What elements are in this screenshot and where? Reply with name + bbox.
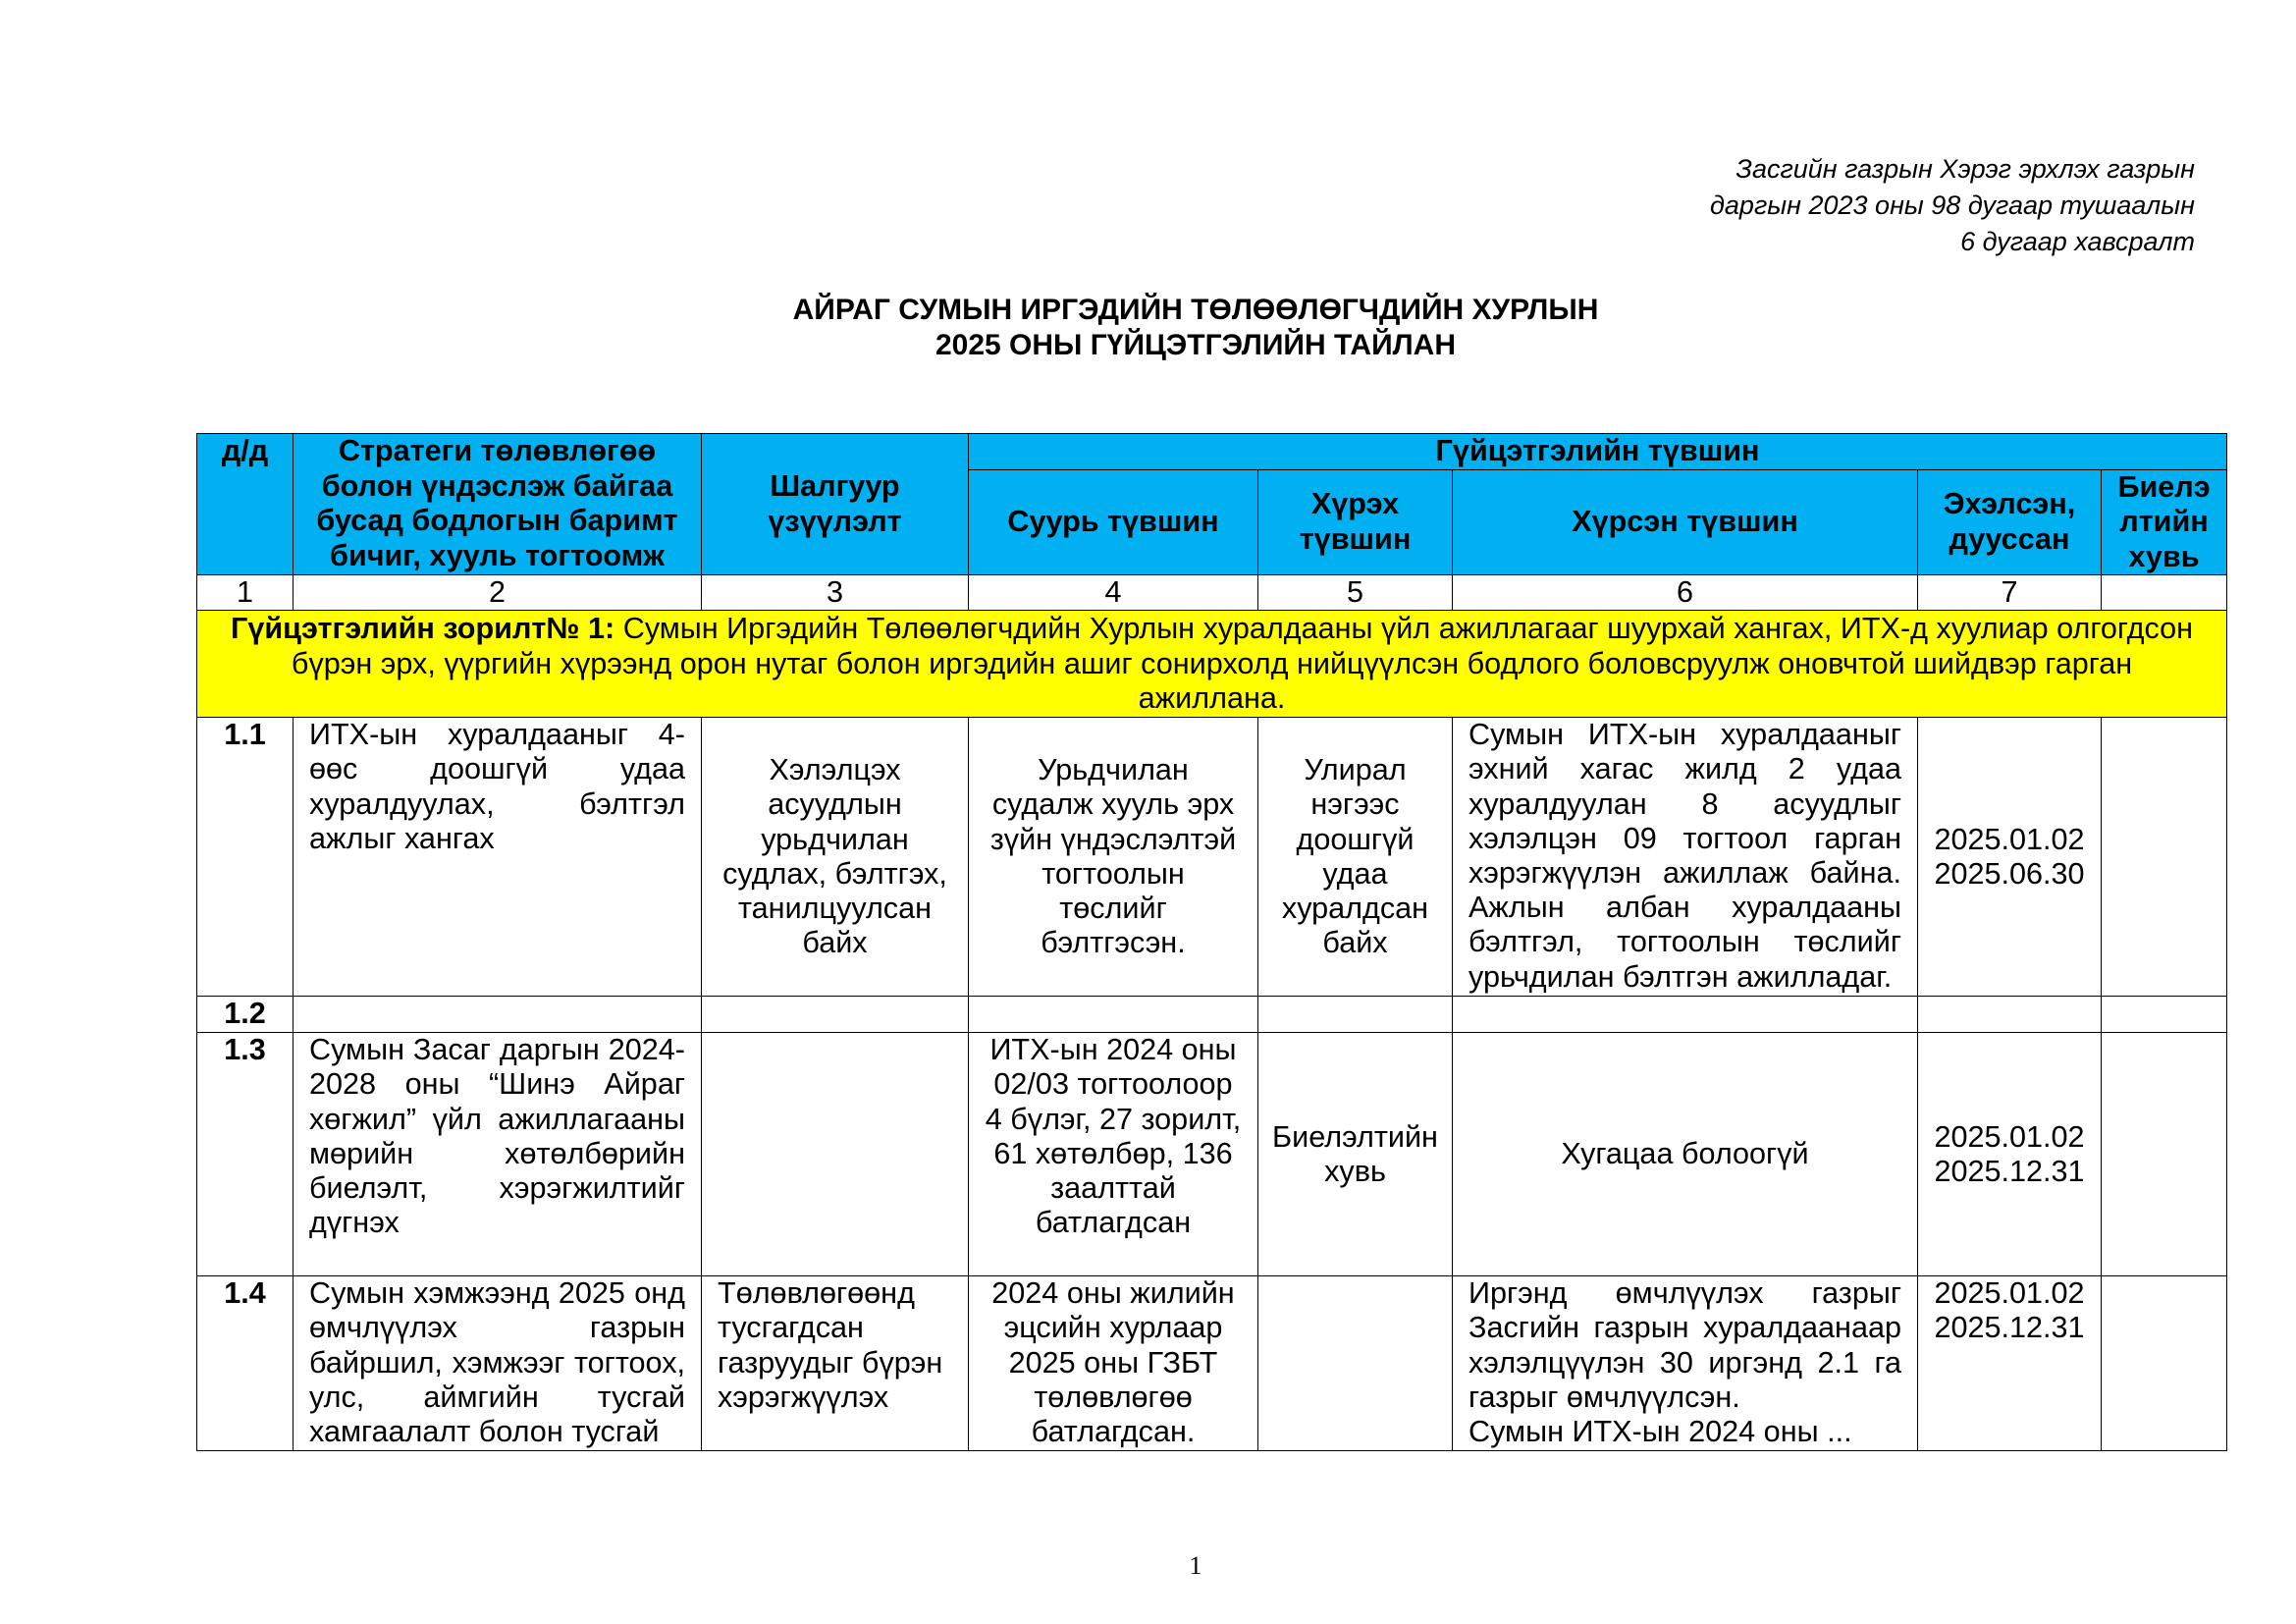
baseline-cell xyxy=(969,1276,1258,1451)
header-no: д/д xyxy=(197,434,294,575)
achieved-cell xyxy=(1453,997,1918,1033)
page-number: 1 xyxy=(1189,1551,1202,1580)
header-strategy: Стратеги төлөвлөгөө болон үндэслэж байгаа бусад бодлогын баримт бичиг, хууль тогтоомж xyxy=(294,434,702,575)
period-cell xyxy=(1918,718,2102,997)
baseline-text: 2024 оны жилийн эцсийн хурлаар 2025 оны ГЗБТ төлөвлөгөө батлагдсан. xyxy=(991,1276,1235,1449)
completion-cell xyxy=(2102,1033,2227,1276)
target-cell xyxy=(1258,997,1453,1033)
appendix-note-line: 6 дугаар хавсралт xyxy=(1960,227,2195,256)
criteria-cell xyxy=(702,997,969,1033)
period-start: 2025.01.02 xyxy=(1934,1119,2085,1154)
header-criteria: Шалгуур үзүүлэлт xyxy=(702,434,969,575)
target-cell: Биелэлтийн хувь xyxy=(1258,1033,1453,1276)
column-number: 3 xyxy=(702,575,969,611)
criteria-text: Төлөвлөгөөнд тусгагдсан газруудыг бүрэн хэрэгжүүлэх xyxy=(718,1276,943,1414)
row-number: 1.2 xyxy=(197,997,294,1033)
criteria-cell: Хэлэлцэх асуудлын урьдчилан судлах, бэлтгэх, танилцуулсан байх xyxy=(702,718,969,997)
baseline-cell: ИТХ-ын 2024 оны 02/03 тогтоолоор 4 бүлэг, 27 зорилт, 61 хөтөлбөр, 136 заалттай батлагдсан xyxy=(969,1033,1258,1276)
achieved-paragraph: Иргэнд өмчлүүлэх газрыг Засгийн газрын хуралдаанаар хэлэлцүүлэн 30 иргэнд 2.1 га газрыг өмчлүүлсэн. xyxy=(1468,1276,1901,1414)
achieved-cell: Сумын ИТХ-ын хуралдааныг эхний хагас жилд 2 удаа хуралдуулан 8 асуудлыг хэлэлцэн 09 тогтоол гарган хэрэгжүүлэн ажиллаж байна. Ажлын албан хуралдааны бэлтгэл, тогтоолын төслийг урьчдилан бэлтгэн ажилладаг. xyxy=(1453,718,1918,997)
header-period: Эхэлсэн, дууссан xyxy=(1918,469,2102,575)
period-start: 2025.01.02 xyxy=(1934,822,2085,856)
column-number: 7 xyxy=(1918,575,2102,611)
goal-row xyxy=(197,611,2227,718)
table-row xyxy=(197,1033,2227,1276)
header-performance-level: Гүйцэтгэлийн түвшин xyxy=(969,434,2227,470)
period-cell xyxy=(1918,997,2102,1033)
criteria-cell xyxy=(702,1276,969,1451)
period-end: 2025.12.31 xyxy=(1934,1311,2085,1345)
strategy-cell: Сумын Засаг даргын 2024-2028 оны “Шинэ Айраг хөгжил” үйл ажиллагааны мөрийн хөтөлбөрийн биелэлт, хэрэгжилтийг дүгнэх xyxy=(294,1033,702,1276)
appendix-note-line: Засгийн газрын Хэрэг эрхлэх газрын xyxy=(1735,154,2195,184)
column-number: 1 xyxy=(197,575,294,611)
column-number: 2 xyxy=(294,575,702,611)
completion-cell xyxy=(2102,997,2227,1033)
period-cell xyxy=(1918,1276,2102,1451)
criteria-cell xyxy=(702,1033,969,1276)
header-baseline: Суурь түвшин xyxy=(969,469,1258,575)
period-cell xyxy=(1918,1033,2102,1276)
strategy-cell xyxy=(294,997,702,1033)
strategy-cell: ИТХ-ын хуралдааныг 4-өөс доошгүй удаа хуралдуулах, бэлтгэл ажлыг хангах xyxy=(294,718,702,997)
header-target: Хүрэх түвшин xyxy=(1258,469,1453,575)
column-number-row xyxy=(197,575,2227,611)
performance-report-table xyxy=(196,433,2227,1451)
column-number-empty xyxy=(2102,575,2227,611)
header-completion: Биелэлтийн хувь xyxy=(2102,469,2227,575)
achieved-paragraph-continued: Сумын ИТХ-ын 2024 оны ... xyxy=(1468,1415,1852,1449)
table-row xyxy=(197,997,2227,1033)
strategy-text: Сумын хэмжээнд 2025 онд өмчлүүлэх газрын байршил, хэмжээг тогтоох, улс, аймгийн тусгай хамгаалалт болон тусгай xyxy=(309,1276,685,1449)
column-number: 6 xyxy=(1453,575,1918,611)
period-start: 2025.01.02 xyxy=(1934,1276,2085,1311)
achieved-cell xyxy=(1453,1276,1918,1451)
column-number: 4 xyxy=(969,575,1258,611)
baseline-cell xyxy=(969,997,1258,1033)
target-cell xyxy=(1258,1276,1453,1451)
table-row xyxy=(197,1276,2227,1451)
target-cell: Улирал нэгээс доошгүй удаа хуралдсан байх xyxy=(1258,718,1453,997)
goal-text: Сумын Иргэдийн Төлөөлөгчдийн Хурлын хуралдааны үйл ажиллагааг шуурхай хангах, ИТХ-д хуулиар олгогдсон бүрэн эрх, үүргийн хүрээнд орон нутаг болон иргэдийн ашиг сонирхолд нийцүүлсэн бодлого боловсруулж оновчтой шийдвэр гарган ажиллана. xyxy=(291,612,2194,715)
goal-cell xyxy=(197,611,2227,718)
table-row xyxy=(197,718,2227,997)
report-title-line: 2025 ОНЫ ГҮЙЦЭТГЭЛИЙН ТАЙЛАН xyxy=(934,329,1457,361)
achieved-cell: Хугацаа болоогүй xyxy=(1453,1033,1918,1276)
row-number: 1.4 xyxy=(197,1276,294,1451)
period-end: 2025.12.31 xyxy=(1934,1154,2085,1188)
column-number: 5 xyxy=(1258,575,1453,611)
report-title-line: АЙРАГ СУМЫН ИРГЭДИЙН ТӨЛӨӨЛӨГЧДИЙН ХУРЛЫН xyxy=(792,294,1599,326)
goal-label: Гүйцэтгэлийн зорилт№ 1: xyxy=(231,612,615,646)
appendix-note-line: даргын 2023 оны 98 дугаар тушаалын xyxy=(1709,190,2195,220)
header-row xyxy=(197,434,2227,470)
row-number: 1.1 xyxy=(197,718,294,997)
header-achieved: Хүрсэн түвшин xyxy=(1453,469,1918,575)
strategy-cell xyxy=(294,1276,702,1451)
completion-cell xyxy=(2102,718,2227,997)
period-end: 2025.06.30 xyxy=(1934,856,2085,891)
baseline-cell: Урьдчилан судалж хууль эрх зүйн үндэслэлтэй тогтоолын төслийг бэлтгэсэн. xyxy=(969,718,1258,997)
completion-cell xyxy=(2102,1276,2227,1451)
appendix-note xyxy=(1710,151,2195,260)
row-number: 1.3 xyxy=(197,1033,294,1276)
report-title xyxy=(196,293,2195,363)
achieved-text xyxy=(1468,1276,1901,1449)
